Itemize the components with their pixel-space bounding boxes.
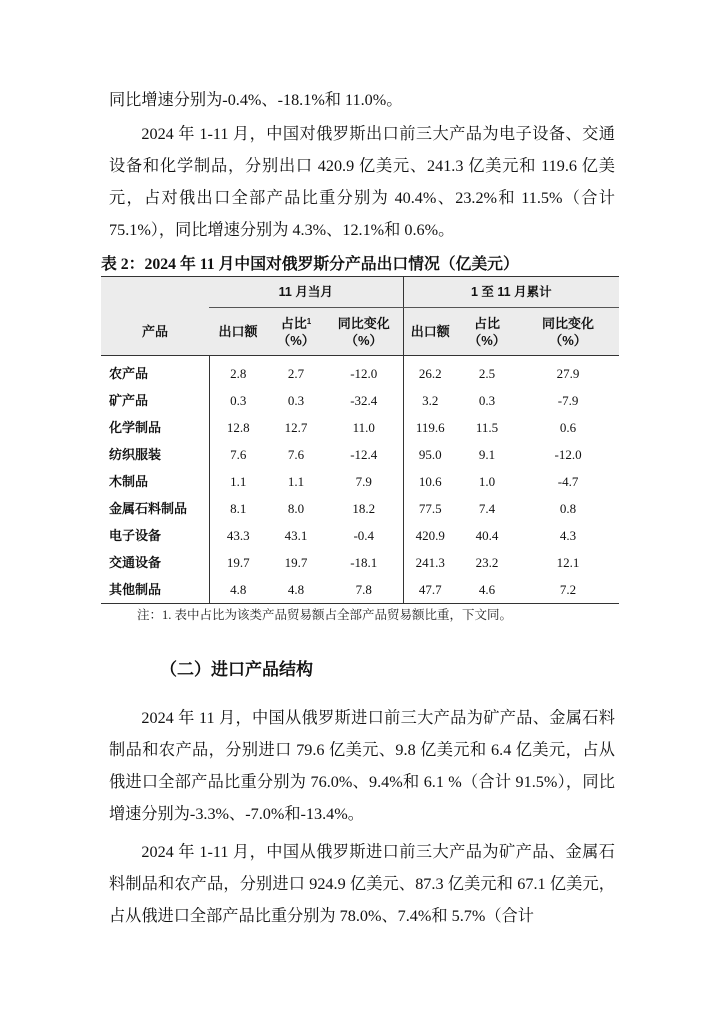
table-note: 注：1. 表中占比为该类产品贸易额占全部产品贸易额比重，下文同。	[137, 608, 513, 622]
ytd-export: 10.6	[403, 468, 457, 495]
ytd-export: 95.0	[403, 441, 457, 468]
header-corner	[101, 277, 209, 308]
paragraph-3: 2024 年 11 月，中国从俄罗斯进口前三大产品为矿产品、金属石料制品和农产品，分别进口 79.6 亿美元、9.8 亿美元和 6.4 亿美元，占从俄进口全部产品比重分别为 76.0%、9.4%和 6.1 %（合计 91.5%），同比增速分别为-3.3%、-7.0%和-13.4%。	[109, 709, 615, 823]
month-change: -0.4	[353, 528, 375, 543]
ytd-share: 7.4	[478, 501, 496, 516]
change-label: 同比变化	[542, 315, 595, 331]
section-heading: （二）进口产品结构	[160, 660, 313, 679]
col-header-ytd-export: 出口额	[403, 308, 457, 356]
col-header-ytd-change	[517, 308, 619, 356]
table-row	[101, 549, 619, 576]
month-change: 7.8	[325, 576, 403, 604]
month-change: 7.9	[355, 474, 372, 489]
ytd-share: 4.6	[457, 576, 517, 604]
col-header-month-change	[325, 308, 403, 356]
ytd-export: 119.6	[403, 414, 457, 441]
table-row	[101, 522, 619, 549]
table-row	[101, 576, 619, 604]
ytd-export: 77.5	[403, 495, 457, 522]
ytd-share: 40.4	[475, 528, 499, 543]
month-share: 8.0	[287, 501, 305, 516]
ytd-share: 1.0	[478, 474, 496, 489]
month-share: 0.3	[287, 393, 305, 408]
share-label: 占比	[280, 315, 307, 331]
month-export: 19.7	[209, 549, 267, 576]
ytd-share: 23.2	[475, 555, 499, 570]
table-row	[101, 414, 619, 441]
change-unit: （%）	[344, 332, 383, 348]
col-header-month-export: 出口额	[209, 308, 267, 356]
month-export: 8.1	[209, 495, 267, 522]
ytd-change: 4.3	[559, 528, 577, 543]
ytd-export: 26.2	[403, 356, 457, 388]
table-caption: 表 2：2024 年 11 月中国对俄罗斯分产品出口情况（亿美元）	[101, 256, 519, 273]
share-unit: （%）	[468, 332, 506, 348]
ytd-change: -7.9	[557, 393, 579, 408]
ytd-change: 7.2	[517, 576, 619, 604]
ytd-share: 2.5	[478, 366, 496, 381]
ytd-share: 0.3	[478, 393, 496, 408]
ytd-export: 47.7	[403, 576, 457, 604]
ytd-export: 3.2	[403, 387, 457, 414]
ytd-share: 9.1	[478, 447, 496, 462]
product-name: 金属石料制品	[109, 501, 188, 516]
group-header-ytd: 1 至 11 月累计	[403, 277, 619, 308]
product-name: 矿产品	[109, 393, 149, 408]
export-table	[101, 276, 619, 604]
month-share: 1.1	[287, 474, 305, 489]
table-row	[101, 387, 619, 414]
ytd-change: 0.6	[559, 420, 577, 435]
month-export: 4.8	[209, 576, 267, 604]
month-export: 12.8	[209, 414, 267, 441]
product-name: 纺织服装	[109, 447, 162, 462]
share-label: 占比	[474, 315, 501, 331]
month-change: -12.4	[350, 447, 378, 462]
month-export: 0.3	[209, 387, 267, 414]
month-export: 2.8	[209, 356, 267, 388]
col-header-month-share	[267, 308, 325, 356]
ytd-change: 0.8	[559, 501, 577, 516]
product-name: 农产品	[109, 366, 149, 381]
paragraph-1-tail: 同比增速分别为-0.4%、-18.1%和 11.0%。	[109, 91, 403, 109]
month-share: 43.1	[284, 528, 308, 543]
ytd-export: 420.9	[403, 522, 457, 549]
change-unit: （%）	[549, 332, 587, 348]
group-header-month: 11 月当月	[209, 277, 403, 308]
table-row	[101, 441, 619, 468]
ytd-share: 11.5	[475, 420, 499, 435]
ytd-change: 12.1	[556, 555, 580, 570]
month-change: -12.0	[350, 366, 378, 381]
month-share: 12.7	[284, 420, 308, 435]
footnote-marker: 1	[306, 316, 312, 326]
col-header-product: 产品	[101, 308, 209, 356]
ytd-export: 241.3	[403, 549, 457, 576]
month-change: -18.1	[350, 555, 378, 570]
month-export: 7.6	[209, 441, 267, 468]
table-row	[101, 468, 619, 495]
month-change: 18.2	[352, 501, 376, 516]
month-share: 2.7	[287, 366, 305, 381]
table-row	[101, 495, 619, 522]
month-export: 43.3	[209, 522, 267, 549]
table-row	[101, 356, 619, 388]
product-name: 电子设备	[109, 528, 162, 543]
ytd-change: -12.0	[554, 447, 582, 462]
month-change: 11.0	[352, 420, 375, 435]
product-name: 交通设备	[109, 555, 162, 570]
month-share: 7.6	[287, 447, 305, 462]
paragraph-2: 2024 年 1-11 月，中国对俄罗斯出口前三大产品为电子设备、交通设备和化学制品，分别出口 420.9 亿美元、241.3 亿美元和 119.6 亿美元，占对俄出口全部产品比重分别为 40.4%、23.2%和 11.5%（合计 75.1%），同比增速分别为 4.3%、12.1%和 0.6%。	[109, 125, 615, 239]
month-export: 1.1	[209, 468, 267, 495]
product-name: 其他制品	[101, 576, 209, 604]
month-change: -32.4	[350, 393, 378, 408]
month-share: 19.7	[284, 555, 308, 570]
paragraph-4: 2024 年 1-11 月，中国从俄罗斯进口前三大产品为矿产品、金属石料制品和农产品，分别进口 924.9 亿美元、87.3 亿美元和 67.1 亿美元，占从俄进口全部产品比重分别为 78.0%、7.4%和 5.7%（合计	[109, 843, 615, 925]
ytd-change: -4.7	[557, 474, 579, 489]
col-header-ytd-share	[457, 308, 517, 356]
ytd-change: 27.9	[556, 366, 580, 381]
share-unit: （%）	[277, 332, 315, 348]
product-name: 木制品	[109, 474, 149, 489]
change-label: 同比变化	[337, 315, 390, 331]
product-name: 化学制品	[109, 420, 162, 435]
month-share: 4.8	[267, 576, 325, 604]
